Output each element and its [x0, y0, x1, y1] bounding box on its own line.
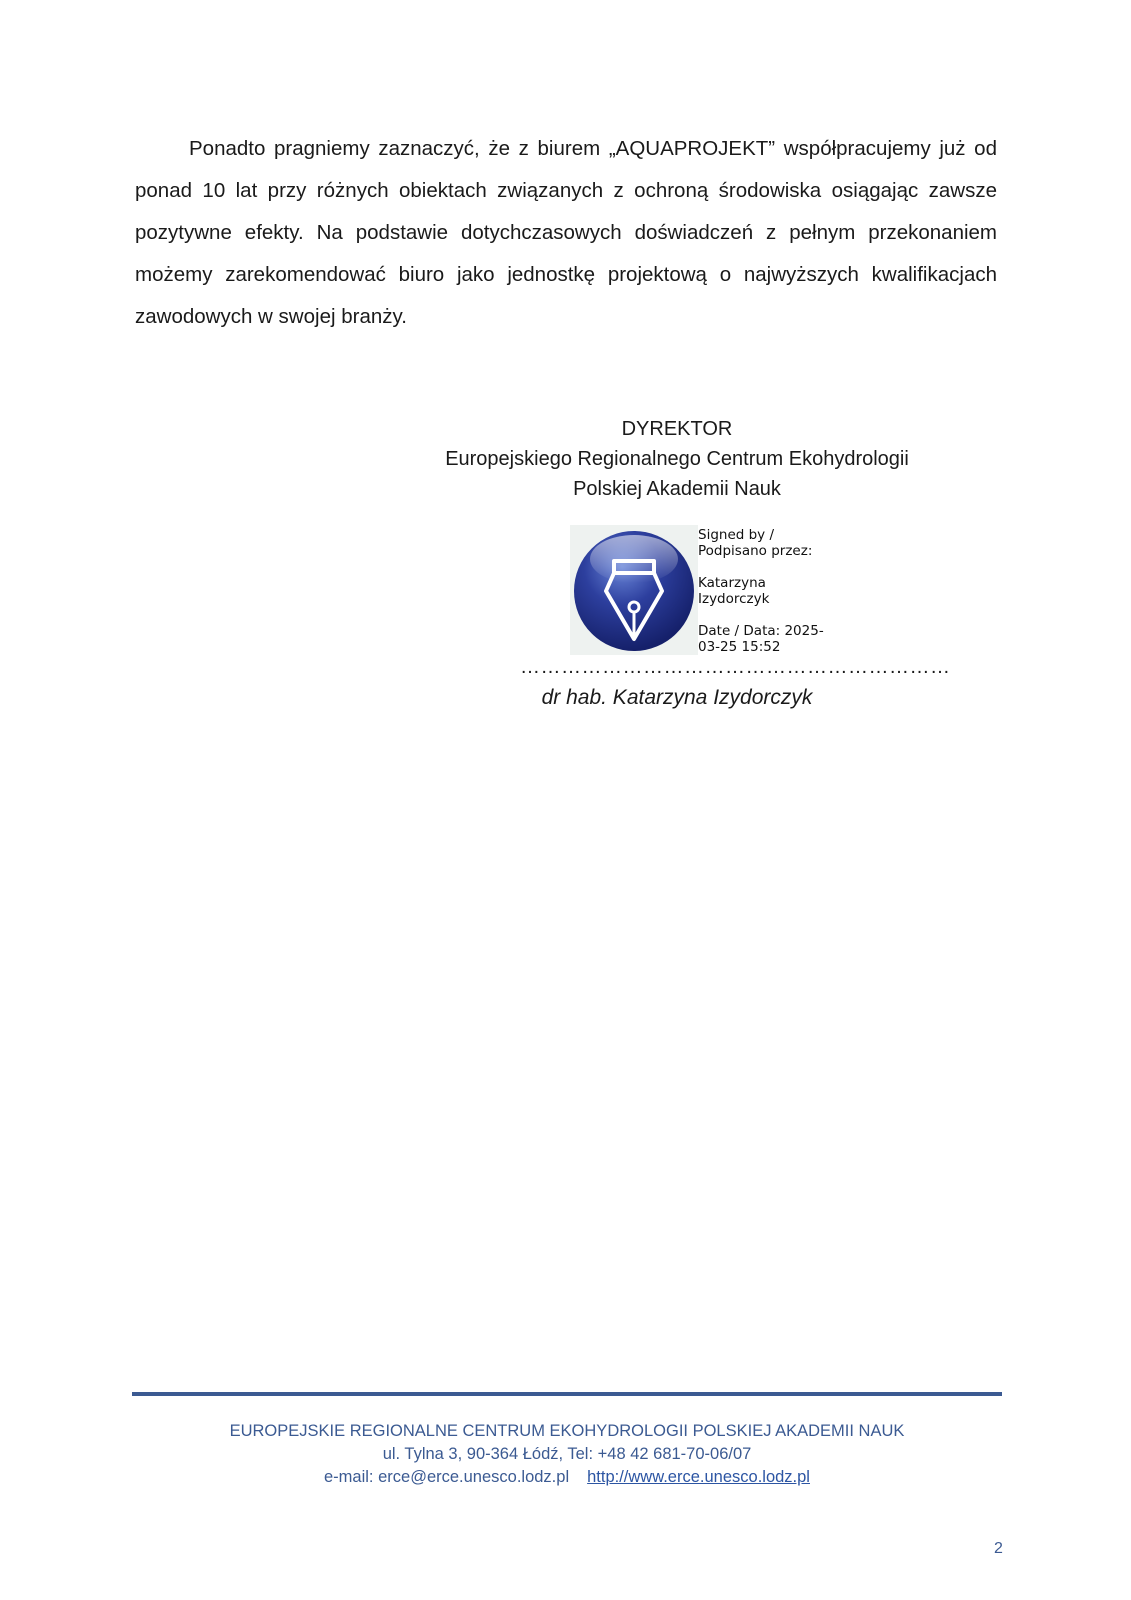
stamp-date-line-2: 03-25 15:52 — [698, 639, 781, 655]
stamp-signed-by-line-2: Podpisano przez: — [698, 543, 813, 559]
footer-website-link[interactable]: http://www.erce.unesco.lodz.pl — [587, 1468, 810, 1486]
footer-institution: EUROPEJSKIE REGIONALNE CENTRUM EKOHYDROLOGII POLSKIEJ AKADEMII NAUK — [229, 1422, 905, 1440]
body-paragraph: Ponadto pragniemy zaznaczyć, że z biurem „AQUAPROJEKT” współpracujemy już od ponad 10 lat przy różnych obiektach związanych z ochroną środowiska osiągając zawsze pozytywne efekty. Na podstawie dotychczasowych doświadczeń z pełnym przekonaniem możemy zarekomendować biuro jako jednostkę projektową o najwyższych kwalifikacjach zawodowych w swojej branży. — [135, 137, 997, 328]
institution-line-1: Europejskiego Regionalnego Centrum Ekohydrologii — [445, 448, 909, 470]
footer-contact — [132, 1466, 1002, 1489]
signer-name: dr hab. Katarzyna Izydorczyk — [541, 686, 813, 709]
stamp-name-line-2: Izydorczyk — [698, 591, 770, 607]
stamp-date-line-1: Date / Data: 2025- — [698, 623, 824, 639]
signature-dotted-line: ……………………………………………………… — [520, 656, 951, 678]
footer-divider — [132, 1392, 1002, 1396]
footer-address: ul. Tylna 3, 90-364 Łódź, Tel: +48 42 681-70-06/07 — [382, 1445, 752, 1463]
stamp-details — [698, 527, 830, 655]
fountain-pen-nib-icon — [570, 525, 698, 655]
stamp-name-line-1: Katarzyna — [698, 575, 766, 591]
signature-title-block — [400, 414, 954, 504]
signer-role: DYREKTOR — [621, 418, 733, 440]
footer-email[interactable]: e-mail: erce@erce.unesco.lodz.pl — [324, 1468, 570, 1486]
institution-line-2: Polskiej Akademii Nauk — [573, 478, 781, 500]
stamp-signed-by-line-1: Signed by / — [698, 527, 775, 543]
footer — [132, 1420, 1002, 1489]
page-number: 2 — [994, 1540, 1003, 1557]
digital-signature-stamp[interactable] — [570, 525, 830, 658]
